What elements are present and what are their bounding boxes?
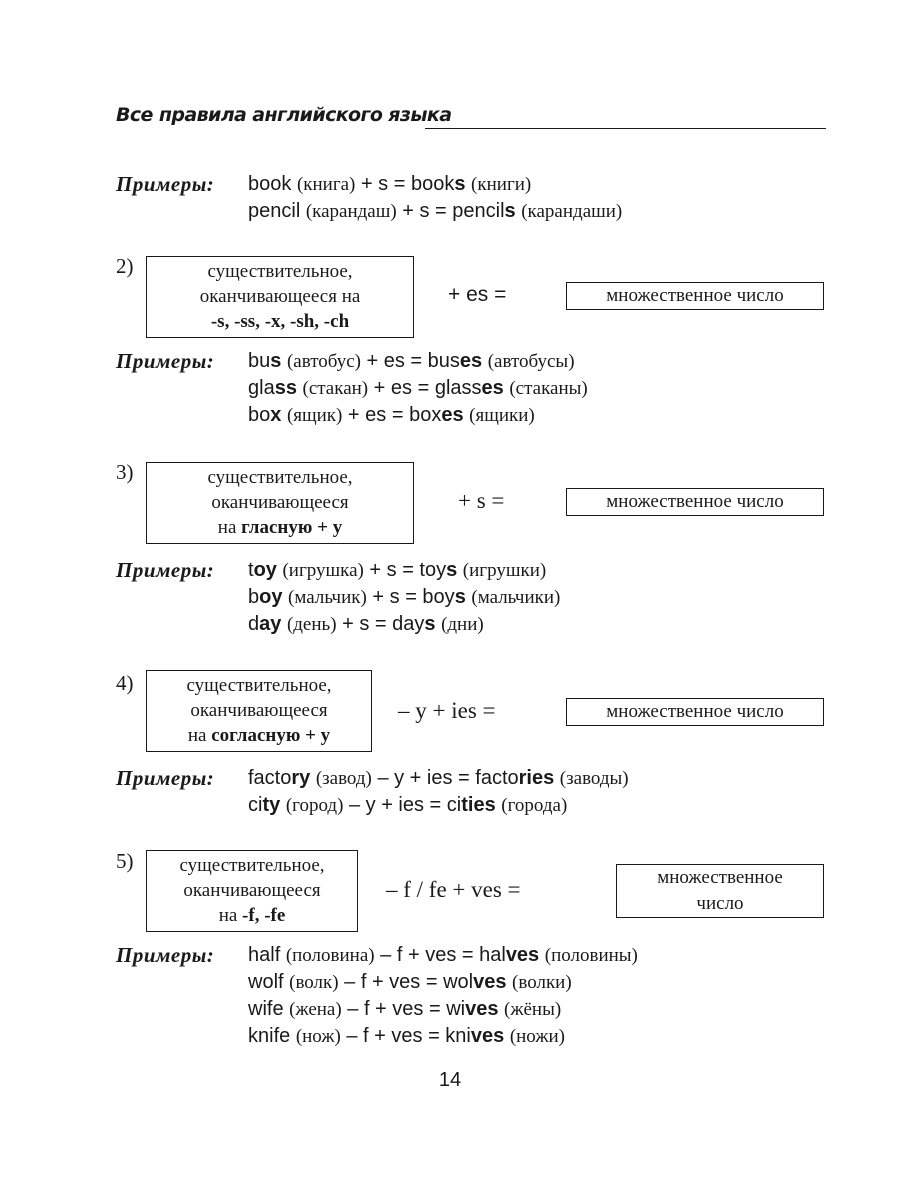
- condition-line: на -f, -fe: [218, 905, 286, 926]
- bold-run: ry: [291, 767, 311, 789]
- translation-run: (стаканы): [509, 378, 588, 399]
- translation-run: (города): [501, 795, 568, 816]
- condition-line: существительное,: [207, 467, 353, 488]
- rule-number: 4): [116, 671, 134, 695]
- example-line: factory (завод) – y + ies = factories (заводы): [248, 767, 629, 789]
- translation-run: (мальчики): [471, 587, 561, 608]
- bold-run: ves: [465, 998, 499, 1020]
- examples-label: Примеры:: [116, 172, 215, 196]
- rule-operation: – f / fe + ves =: [386, 877, 521, 902]
- bold-run: -s, -ss, -x, -sh, -ch: [210, 311, 350, 332]
- translation-run: (жена): [289, 999, 342, 1020]
- rule-condition-box: [146, 670, 372, 752]
- translation-run: (завод): [315, 768, 372, 789]
- condition-line: на согласную + y: [187, 725, 331, 746]
- bold-run: ss: [274, 377, 297, 399]
- rule-operation: + es =: [448, 283, 507, 306]
- translation-run: (ящики): [469, 405, 535, 426]
- bold-run: ty: [262, 794, 281, 816]
- translation-run: (карандаш): [305, 201, 397, 222]
- result-line: множественное: [657, 867, 783, 888]
- bold-run: es: [481, 377, 504, 399]
- example-line: book (книга) + s = books (книги): [248, 173, 532, 195]
- bold-run: ves: [505, 944, 540, 966]
- condition-line: существительное,: [207, 261, 353, 282]
- condition-line: [147, 309, 413, 334]
- translation-run: (город): [285, 795, 344, 816]
- example-line: wife (жена) – f + ves = wives (жёны): [248, 998, 562, 1020]
- bold-run: гласную + y: [241, 517, 343, 538]
- result-box: множественное число: [566, 488, 824, 516]
- examples-label: Примеры:: [116, 766, 215, 790]
- translation-run: (жёны): [504, 999, 562, 1020]
- bold-run: s: [270, 350, 282, 372]
- bold-run: s: [446, 559, 458, 581]
- translation-run: (день): [286, 614, 337, 635]
- header-rule: [425, 128, 826, 129]
- result-box: множественное число: [566, 698, 824, 726]
- example-line: wolf (волк) – f + ves = wolves (волки): [248, 971, 572, 993]
- rule-number: 2): [116, 254, 134, 278]
- example-line: bus (автобус) + es = buses (автобусы): [248, 350, 575, 372]
- translation-run: (автобусы): [487, 351, 575, 372]
- translation-run: (книги): [471, 174, 532, 195]
- translation-run: (половины): [544, 945, 638, 966]
- example-lines: [248, 765, 629, 819]
- rule-operation: + s =: [458, 488, 505, 513]
- example-lines: [248, 348, 588, 429]
- page-header: [116, 104, 826, 134]
- example-line: knife (нож) – f + ves = knives (ножи): [248, 1025, 565, 1047]
- rule-number: 3): [116, 460, 134, 484]
- example-lines: [248, 171, 622, 225]
- rule-condition-box: [146, 462, 414, 544]
- result-line: число: [696, 893, 744, 914]
- header-title: Все правила английского языка: [116, 104, 452, 126]
- example-line: glass (стакан) + es = glasses (стаканы): [248, 377, 588, 399]
- translation-run: (заводы): [559, 768, 629, 789]
- rule-operation: – y + ies =: [398, 698, 496, 723]
- examples-label: Примеры:: [116, 349, 215, 373]
- bold-run: ves: [473, 971, 507, 993]
- translation-run: (ножи): [509, 1026, 565, 1047]
- translation-run: (автобус): [286, 351, 361, 372]
- bold-run: -f, -fe: [242, 905, 286, 926]
- translation-run: (книга): [296, 174, 356, 195]
- translation-run: (стакан): [302, 378, 369, 399]
- example-lines: [248, 942, 638, 1050]
- example-line: box (ящик) + es = boxes (ящики): [248, 404, 535, 426]
- bold-run: s: [454, 173, 466, 195]
- examples-label: Примеры:: [116, 943, 215, 967]
- bold-run: es: [459, 350, 483, 372]
- rule-number: 5): [116, 849, 134, 873]
- example-lines: [248, 557, 560, 638]
- example-line: boy (мальчик) + s = boys (мальчики): [248, 586, 561, 608]
- rule-condition-box: [146, 256, 414, 338]
- translation-run: (волк): [289, 972, 339, 993]
- example-line: half (половина) – f + ves = halves (половины): [248, 944, 638, 966]
- examples-label: Примеры:: [116, 558, 215, 582]
- example-line: pencil (карандаш) + s = pencils (карандаши): [248, 200, 623, 222]
- bold-run: s: [424, 613, 436, 635]
- bold-run: x: [270, 404, 282, 426]
- condition-line: существительное,: [186, 675, 332, 696]
- result-box: [616, 864, 824, 918]
- bold-run: es: [441, 404, 464, 426]
- translation-run: (волки): [512, 972, 572, 993]
- example-line: toy (игрушка) + s = toys (игрушки): [248, 559, 547, 581]
- bold-run: согласную + y: [211, 725, 331, 746]
- bold-run: s: [454, 586, 466, 608]
- translation-run: (дни): [441, 614, 484, 635]
- bold-run: oy: [253, 559, 277, 581]
- translation-run: (карандаши): [521, 201, 623, 222]
- translation-run: (нож): [295, 1026, 341, 1047]
- example-line: city (город) – y + ies = cities (города): [248, 794, 568, 816]
- condition-line: на гласную + y: [217, 517, 343, 538]
- bold-run: ries: [518, 767, 555, 789]
- bold-run: ay: [259, 613, 282, 635]
- translation-run: (игрушка): [282, 560, 364, 581]
- rule-condition-box: [146, 850, 358, 932]
- result-box: множественное число: [566, 282, 824, 310]
- translation-run: (ящик): [286, 405, 343, 426]
- condition-line: оканчивающееся на: [199, 286, 361, 307]
- bold-run: ves: [470, 1025, 505, 1047]
- bold-run: ties: [461, 794, 496, 816]
- bold-run: oy: [259, 586, 283, 608]
- bold-run: s: [504, 200, 516, 222]
- condition-line: оканчивающееся: [183, 880, 321, 901]
- translation-run: (мальчик): [288, 587, 367, 608]
- page-number: 14: [438, 1069, 462, 1091]
- example-line: day (день) + s = days (дни): [248, 613, 484, 635]
- translation-run: (игрушки): [462, 560, 547, 581]
- condition-line: существительное,: [179, 855, 325, 876]
- condition-line: оканчивающееся: [190, 700, 328, 721]
- translation-run: (половина): [285, 945, 375, 966]
- condition-line: оканчивающееся: [211, 492, 349, 513]
